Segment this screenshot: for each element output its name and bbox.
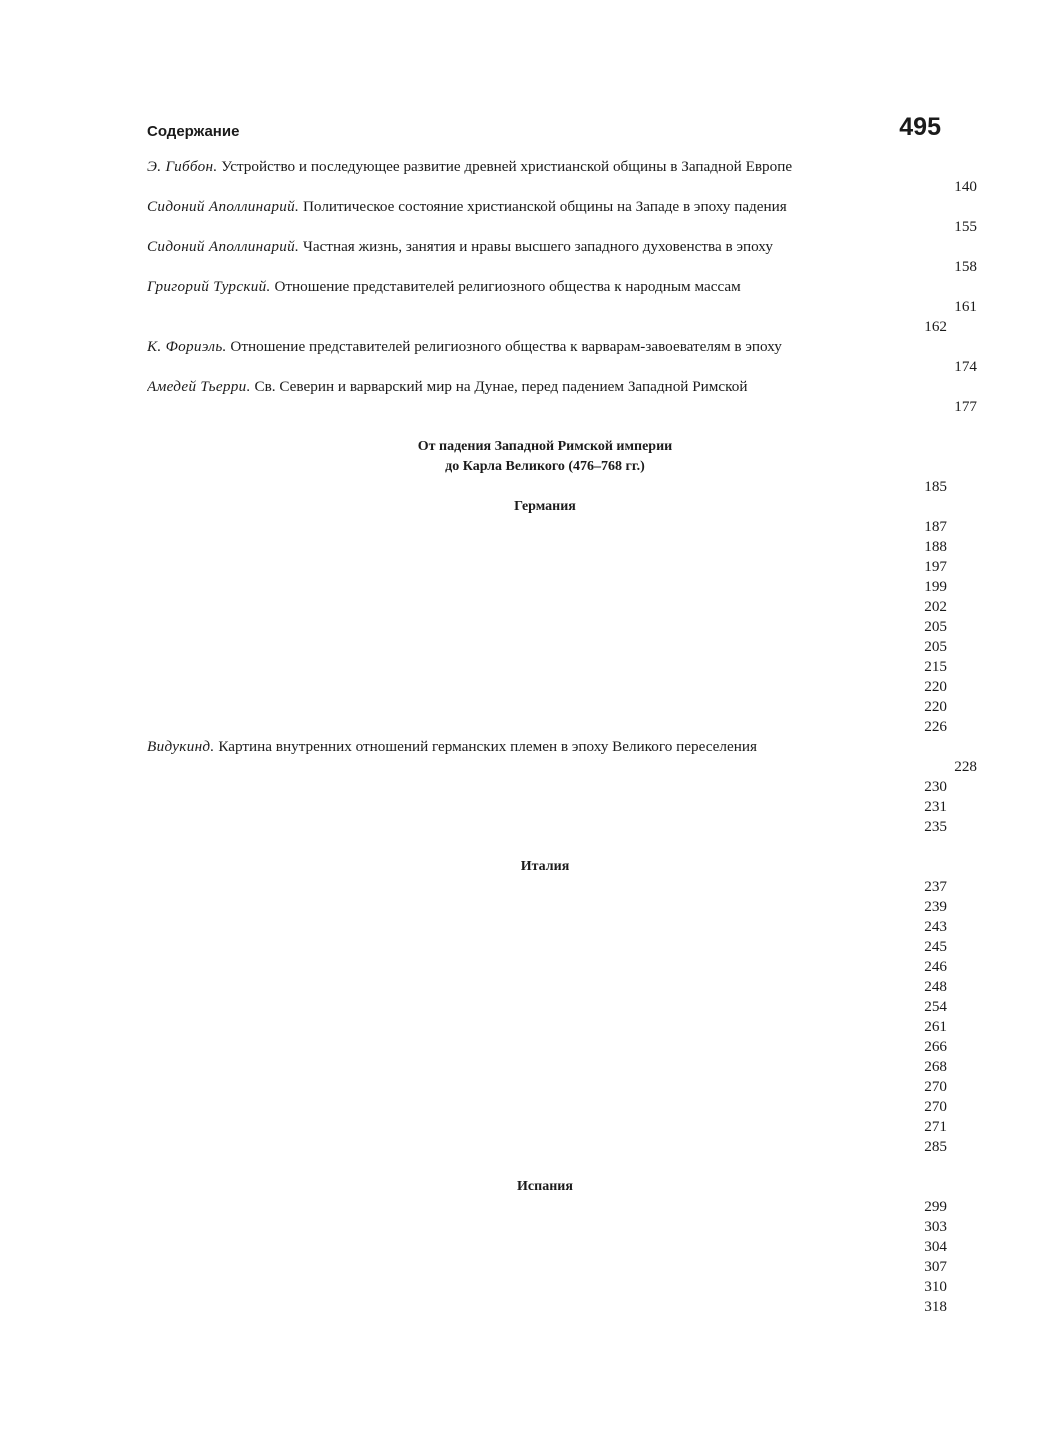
- toc-page: 205: [924, 638, 947, 655]
- toc-entry: [147, 1117, 947, 1137]
- toc-entry: [147, 737, 943, 757]
- toc-author: Сидоний Аполлинарий.: [147, 238, 300, 255]
- toc-entry: [147, 797, 947, 817]
- toc-entry: [147, 777, 947, 797]
- toc-page: 237: [924, 878, 947, 895]
- toc-page: 254: [924, 998, 947, 1015]
- toc-entry: [147, 957, 947, 977]
- toc-entry: [147, 677, 947, 697]
- toc-page: 205: [924, 618, 947, 635]
- toc-title: Отношение представителей религиозного общества к народным массам: [270, 278, 741, 295]
- toc-entry-continuation: [147, 297, 977, 317]
- table-of-contents: [147, 157, 977, 1317]
- toc-page: 270: [924, 1098, 947, 1115]
- toc-entry: [147, 697, 947, 717]
- toc-page: 261: [924, 1018, 947, 1035]
- toc-entry: [147, 1237, 947, 1257]
- toc-page: 248: [924, 978, 947, 995]
- toc-title: Частная жизнь, занятия и нравы высшего западного духовенства в эпоху: [299, 238, 773, 255]
- toc-author: Э. Гиббон.: [147, 158, 218, 175]
- toc-entry: [147, 877, 947, 897]
- toc-page: 239: [924, 898, 947, 915]
- toc-entry: [147, 197, 943, 217]
- toc-entry: [147, 1097, 947, 1117]
- toc-entry: [147, 1197, 947, 1217]
- toc-entry: [147, 1277, 947, 1297]
- toc-page: 285: [924, 1138, 947, 1155]
- page-number: 495: [899, 113, 941, 141]
- toc-entry: [147, 897, 947, 917]
- toc-entry: [147, 1257, 947, 1277]
- toc-page: 177: [954, 398, 977, 415]
- toc-page: 304: [924, 1238, 947, 1255]
- toc-page: 220: [924, 678, 947, 695]
- toc-entry: [147, 597, 947, 617]
- toc-entry: [147, 157, 943, 177]
- toc-page: 197: [924, 558, 947, 575]
- toc-page: 307: [924, 1258, 947, 1275]
- toc-page: 140: [954, 178, 977, 195]
- toc-entry-continuation: [147, 217, 977, 237]
- toc-entry: [147, 717, 947, 737]
- toc-page: 310: [924, 1278, 947, 1295]
- toc-title: Св. Северин и варварский мир на Дунае, перед падением Западной Римской: [250, 378, 748, 395]
- toc-page: 202: [924, 598, 947, 615]
- toc-author: Сидоний Аполлинарий.: [147, 198, 300, 215]
- toc-entry: [147, 1137, 947, 1157]
- toc-page: 246: [924, 958, 947, 975]
- section-title-germany: Германия: [514, 499, 576, 514]
- spacer: [147, 837, 943, 857]
- toc-entry: [147, 997, 947, 1017]
- toc-page: 162: [924, 318, 947, 335]
- running-head: [147, 112, 943, 140]
- toc-page: 235: [924, 818, 947, 835]
- toc-entry: [147, 917, 947, 937]
- toc-page: 185: [924, 478, 947, 495]
- toc-page: 220: [924, 698, 947, 715]
- toc-entry: [147, 337, 943, 357]
- toc-page: 199: [924, 578, 947, 595]
- spacer: [147, 1157, 943, 1177]
- toc-page: 161: [954, 298, 977, 315]
- toc-page: 228: [954, 758, 977, 775]
- toc-entry: [147, 977, 947, 997]
- toc-entry: [147, 317, 947, 337]
- toc-entry-continuation: [147, 357, 977, 377]
- toc-author: Григорий Турский.: [147, 278, 271, 295]
- toc-entry: [147, 657, 947, 677]
- toc-entry: [147, 557, 947, 577]
- running-title: Содержание: [147, 123, 240, 140]
- section-title-spain: Испания: [517, 1179, 573, 1194]
- toc-entry: [147, 637, 947, 657]
- toc-entry: [147, 817, 947, 837]
- toc-page: 226: [924, 718, 947, 735]
- toc-entry-continuation: [147, 757, 977, 777]
- part-title: От падения Западной Римской империи: [417, 439, 673, 454]
- toc-page: 268: [924, 1058, 947, 1075]
- toc-author: Видукинд.: [147, 738, 215, 755]
- toc-page: 188: [924, 538, 947, 555]
- toc-entry-continuation: [147, 397, 977, 417]
- toc-page: 231: [924, 798, 947, 815]
- toc-page: 155: [954, 218, 977, 235]
- toc-entry-continuation: [147, 177, 977, 197]
- toc-page: 174: [954, 358, 977, 375]
- toc-page: 230: [924, 778, 947, 795]
- book-page: [147, 112, 977, 1317]
- toc-entry: [147, 1017, 947, 1037]
- toc-page: 271: [924, 1118, 947, 1135]
- toc-page: 245: [924, 938, 947, 955]
- toc-title: Устройство и последующее развитие древней христианской общины в Западной Европе: [217, 158, 793, 175]
- toc-entry: [147, 577, 947, 597]
- toc-author: Амедей Тьерри.: [147, 378, 251, 395]
- toc-page: 318: [924, 1298, 947, 1315]
- toc-entry: [147, 477, 947, 497]
- toc-entry: [147, 377, 943, 397]
- spacer: [147, 417, 943, 437]
- toc-page: 266: [924, 1038, 947, 1055]
- toc-entry: [147, 517, 947, 537]
- toc-entry: [147, 1037, 947, 1057]
- part-title: до Карла Великого (476–768 гг.): [445, 459, 645, 474]
- toc-entry: [147, 1057, 947, 1077]
- toc-entry: [147, 1077, 947, 1097]
- toc-entry: [147, 1297, 947, 1317]
- toc-page: 215: [924, 658, 947, 675]
- toc-entry: [147, 617, 947, 637]
- toc-page: 243: [924, 918, 947, 935]
- toc-title: Картина внутренних отношений германских племен в эпоху Великого переселения: [214, 738, 757, 755]
- section-title-italy: Италия: [520, 859, 570, 874]
- toc-author: К. Фориэль.: [147, 338, 227, 355]
- toc-page: 158: [954, 258, 977, 275]
- toc-entry: [147, 537, 947, 557]
- toc-page: 270: [924, 1078, 947, 1095]
- toc-page: 299: [924, 1198, 947, 1215]
- toc-entry: [147, 277, 943, 297]
- toc-entry-continuation: [147, 257, 977, 277]
- toc-entry: [147, 1217, 947, 1237]
- toc-entry: [147, 937, 947, 957]
- toc-title: Отношение представителей религиозного общества к варварам-завоевателям в эпоху: [226, 338, 782, 355]
- toc-page: 187: [924, 518, 947, 535]
- toc-page: 303: [924, 1218, 947, 1235]
- toc-title: Политическое состояние христианской общины на Западе в эпоху падения: [299, 198, 787, 215]
- toc-entry: [147, 237, 943, 257]
